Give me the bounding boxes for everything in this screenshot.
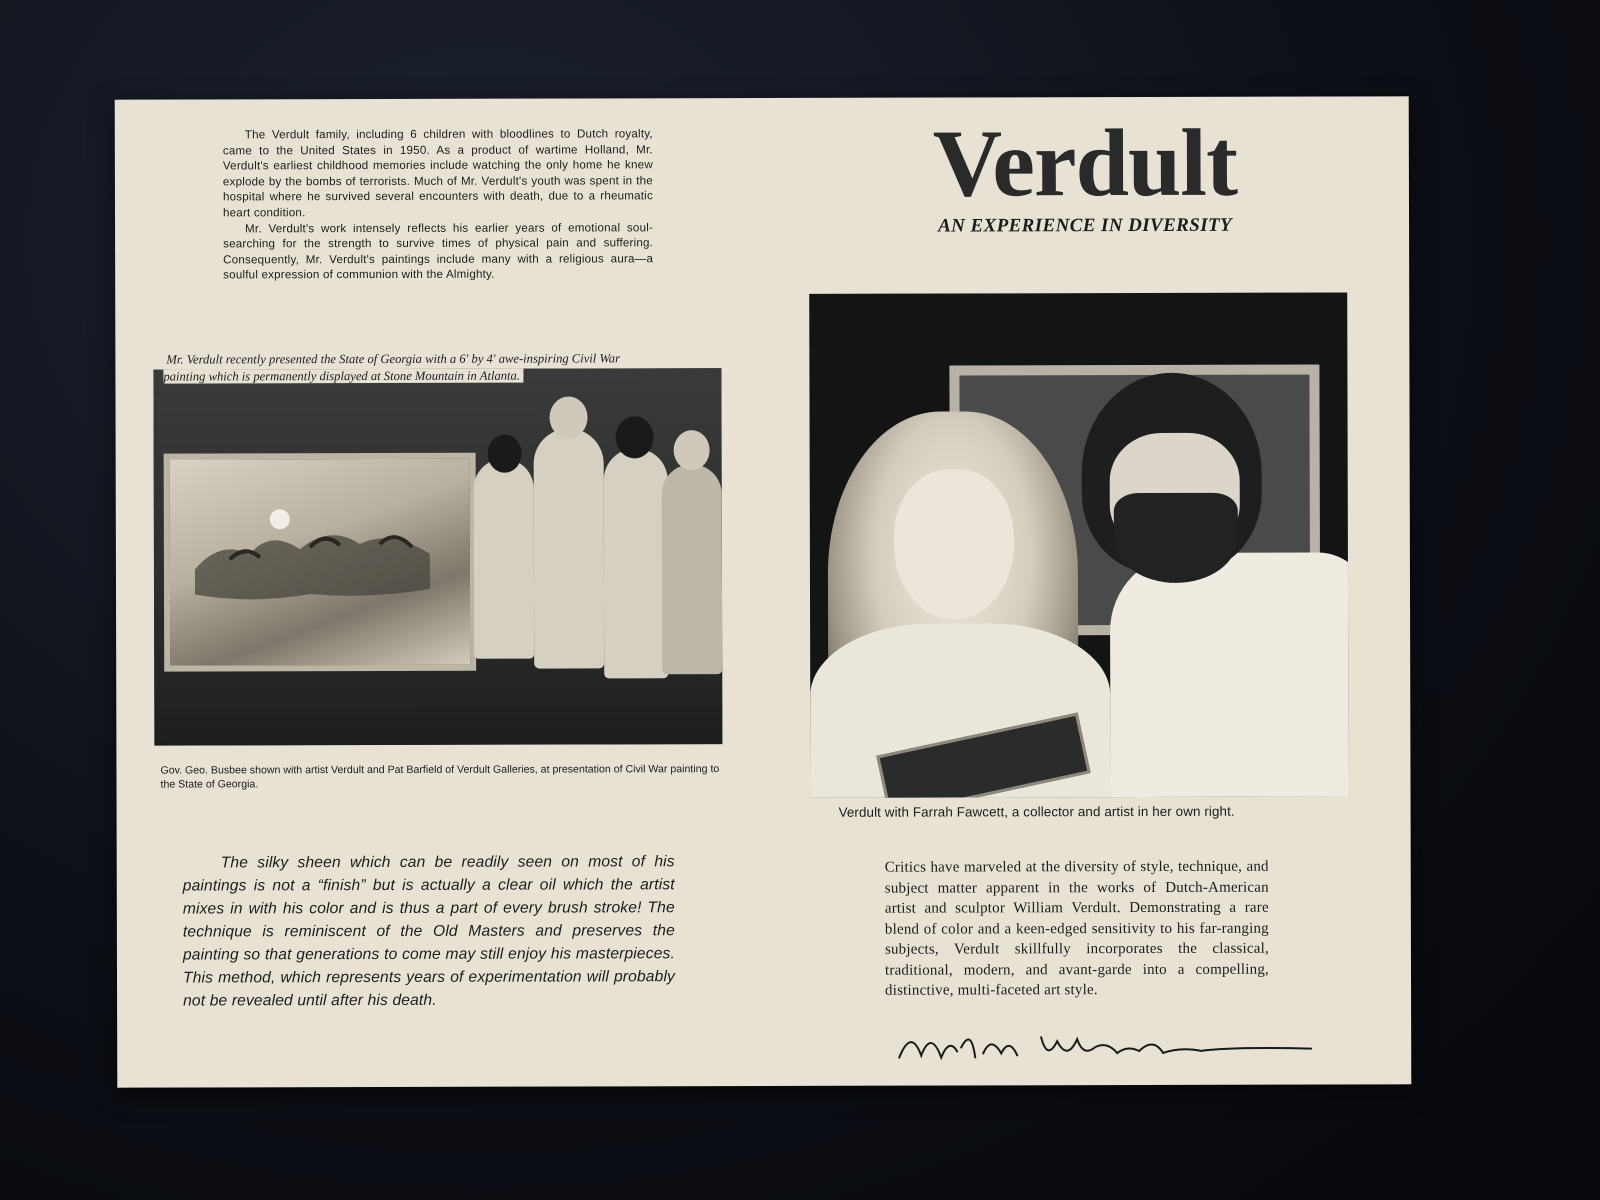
person-figure <box>604 448 669 678</box>
person-figure <box>534 428 605 668</box>
bio-text <box>223 126 653 283</box>
person-figure <box>474 459 535 659</box>
artist-signature <box>891 1017 1321 1078</box>
page-subtitle: AN EXPERIENCE IN DIVERSITY <box>938 214 1233 237</box>
left-photo-caption: Gov. Geo. Busbee shown with artist Verdult and Pat Barfield of Verdult Galleries, at presentation of Civil War painting to the State of Georgia. <box>160 763 720 791</box>
civil-war-painting <box>164 453 477 672</box>
flyer-sheet <box>115 96 1412 1087</box>
right-photo-caption: Verdult with Farrah Fawcett, a collector and artist in her own right. <box>838 803 1235 820</box>
horses-illustration <box>190 499 440 610</box>
person-figure <box>662 464 723 674</box>
bio-paragraph-1: The Verdult family, including 6 children with bloodlines to Dutch royalty, came to the United States in 1950. As a product of wartime Holland, Mr. Verdult's earliest childhood memories include watching the only home he knew explode by the bombs of terrorists. Much of Mr. Verdult's youth was spent in the hospital where he survived several encounters with death, due to a rheumatic heart condition. <box>222 127 653 220</box>
page-title: Verdult <box>932 108 1238 217</box>
photo-overlay-caption: Mr. Verdult recently presented the State of Georgia with a 6' by 4' awe-inspiring Civil War painting which is permanently displayed at Stone Mountain in Atlanta. <box>163 351 620 384</box>
man-figure <box>1110 552 1349 797</box>
critics-text: Critics have marveled at the diversity of style, technique, and subject matter apparent in the works of Dutch-American artist and sculptor William Verdult. Demonstrating a rare blend of color and a keen-edged sensitivity to his far-ranging subjects, Verdult skillfully incorporates the classical, traditional, modern, and avant-garde into a compelling, distinctive, multi-faceted art style. <box>884 858 1270 999</box>
bio-paragraph-2: Mr. Verdult's work intensely reflects his earlier years of emotional soul-searching for the strength to survive times of physical pain and suffering. Consequently, Mr. Verdult's paintings include many with a religious aura—a soulful expression of communion with the Almighty. <box>223 220 654 282</box>
verdult-farrah-fawcett-photo <box>809 292 1348 797</box>
civil-war-presentation-photo <box>153 368 722 745</box>
silky-sheen-text: The silky sheen which can be readily seen on most of his paintings is not a “finish” but is actually a clear oil which the artist mixes in with his color and is thus a part of every brush stroke! The technique is reminiscent of the Old Masters and preserves the painting so that generations to come may still enjoy his masterpieces. This method, which represents years of experimentation will probably not be revealed until after his death. <box>182 853 676 1010</box>
